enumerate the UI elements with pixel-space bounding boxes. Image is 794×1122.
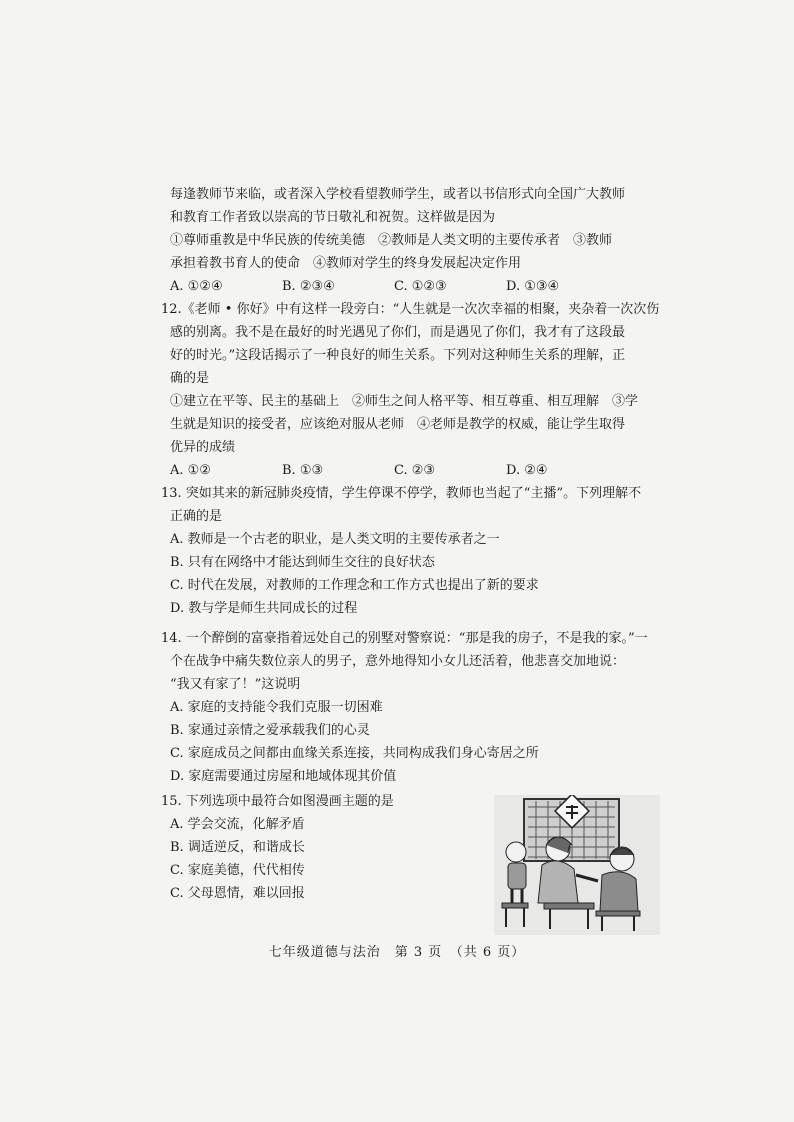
question-11-line: 承担着教书育人的使命 ④教师对学生的终身发展起决定作用 — [170, 256, 522, 271]
family-cartoon-image — [494, 795, 660, 935]
option-d: D. ②④ — [506, 463, 548, 478]
option-b: B. 只有在网络中才能达到师生交往的良好状态 — [170, 555, 435, 570]
option-d: D. ①③④ — [506, 279, 560, 294]
question-13-stem-line: 正确的是 — [170, 509, 223, 524]
question-12-stem-line: 感的别离。我不是在最好的时光遇见了你们，而是遇见了你们，我才有了这段最 — [170, 325, 626, 340]
option-d: D. 家庭需要通过房屋和地域体现其价值 — [170, 769, 397, 784]
question-12-stem-line: 好的时光。”这段话揭示了一种良好的师生关系。下列对这种师生关系的理解，正 — [170, 348, 626, 363]
question-15-stem: 15. 下列选项中最符合如图漫画主题的是 — [161, 794, 394, 809]
option-a: A. 教师是一个古老的职业，是人类文明的主要传承者之一 — [170, 532, 500, 547]
question-14-stem-line: 14. 一个醉倒的富豪指着远处自己的别墅对警察说：“那是我的房子，不是我的家。”一 — [161, 631, 648, 646]
question-12-stem-line: ①建立在平等、民主的基础上 ②师生之间人格平等、相互尊重、相互理解 ③学 — [170, 394, 639, 409]
option-a: A. ①② — [170, 463, 211, 478]
question-12-options — [161, 459, 670, 482]
question-12-stem-line: 生就是知识的接受者，应该绝对服从老师 ④老师是教学的权威，能让学生取得 — [170, 417, 626, 432]
option-b: B. ①③ — [282, 463, 324, 478]
question-13-stem-line: 13. 突如其来的新冠肺炎疫情，学生停课不停学，教师也当起了“主播”。下列理解不 — [161, 486, 642, 501]
option-b: B. 调适逆反，和谐成长 — [170, 840, 305, 855]
question-12-stem-line: 确的是 — [170, 371, 210, 386]
page-footer: 七年级道德与法治 第 3 页 （共 6 页） — [268, 945, 526, 960]
option-d: C. 父母恩情，难以回报 — [170, 886, 305, 901]
question-12 — [161, 298, 670, 482]
option-d: D. 教与学是师生共同成长的过程 — [170, 601, 358, 616]
option-c: C. ①②③ — [394, 279, 447, 294]
question-11 — [170, 183, 670, 298]
question-11-line: ①尊师重教是中华民族的传统美德 ②教师是人类文明的主要传承者 ③教师 — [170, 233, 613, 248]
option-c: C. 家庭成员之间都由血缘关系连接，共同构成我们身心寄居之所 — [170, 746, 539, 761]
option-a: A. 家庭的支持能令我们克服一切困难 — [170, 700, 383, 715]
question-12-stem-line: 优异的成绩 — [170, 440, 236, 455]
option-b: B. 家通过亲情之爱承载我们的心灵 — [170, 723, 370, 738]
question-14 — [161, 627, 670, 788]
option-c: C. ②③ — [394, 463, 436, 478]
option-a: A. ①②④ — [170, 279, 223, 294]
question-11-options — [170, 275, 670, 298]
option-b: B. ②③④ — [282, 279, 335, 294]
option-a: A. 学会交流，化解矛盾 — [170, 817, 305, 832]
question-11-line: 和教育工作者致以崇高的节日敬礼和祝贺。这样做是因为 — [170, 210, 496, 225]
option-c: C. 家庭美德，代代相传 — [170, 863, 305, 878]
question-12-stem-line: 12.《老师 • 你好》中有这样一段旁白：“人生就是一次次幸福的相聚，夹杂着一次次伤 — [161, 302, 660, 317]
question-13 — [161, 482, 670, 620]
question-14-stem-line: 个在战争中痛失数位亲人的男子，意外地得知小女儿还活着，他悲喜交加地说： — [170, 654, 626, 669]
question-11-line: 每逢教师节来临，或者深入学校看望教师学生，或者以书信形式向全国广大教师 — [170, 187, 626, 202]
question-14-stem-line: “我又有家了！”这说明 — [170, 677, 301, 692]
question-15 — [161, 790, 491, 905]
option-c: C. 时代在发展，对教师的工作理念和工作方式也提出了新的要求 — [170, 578, 539, 593]
